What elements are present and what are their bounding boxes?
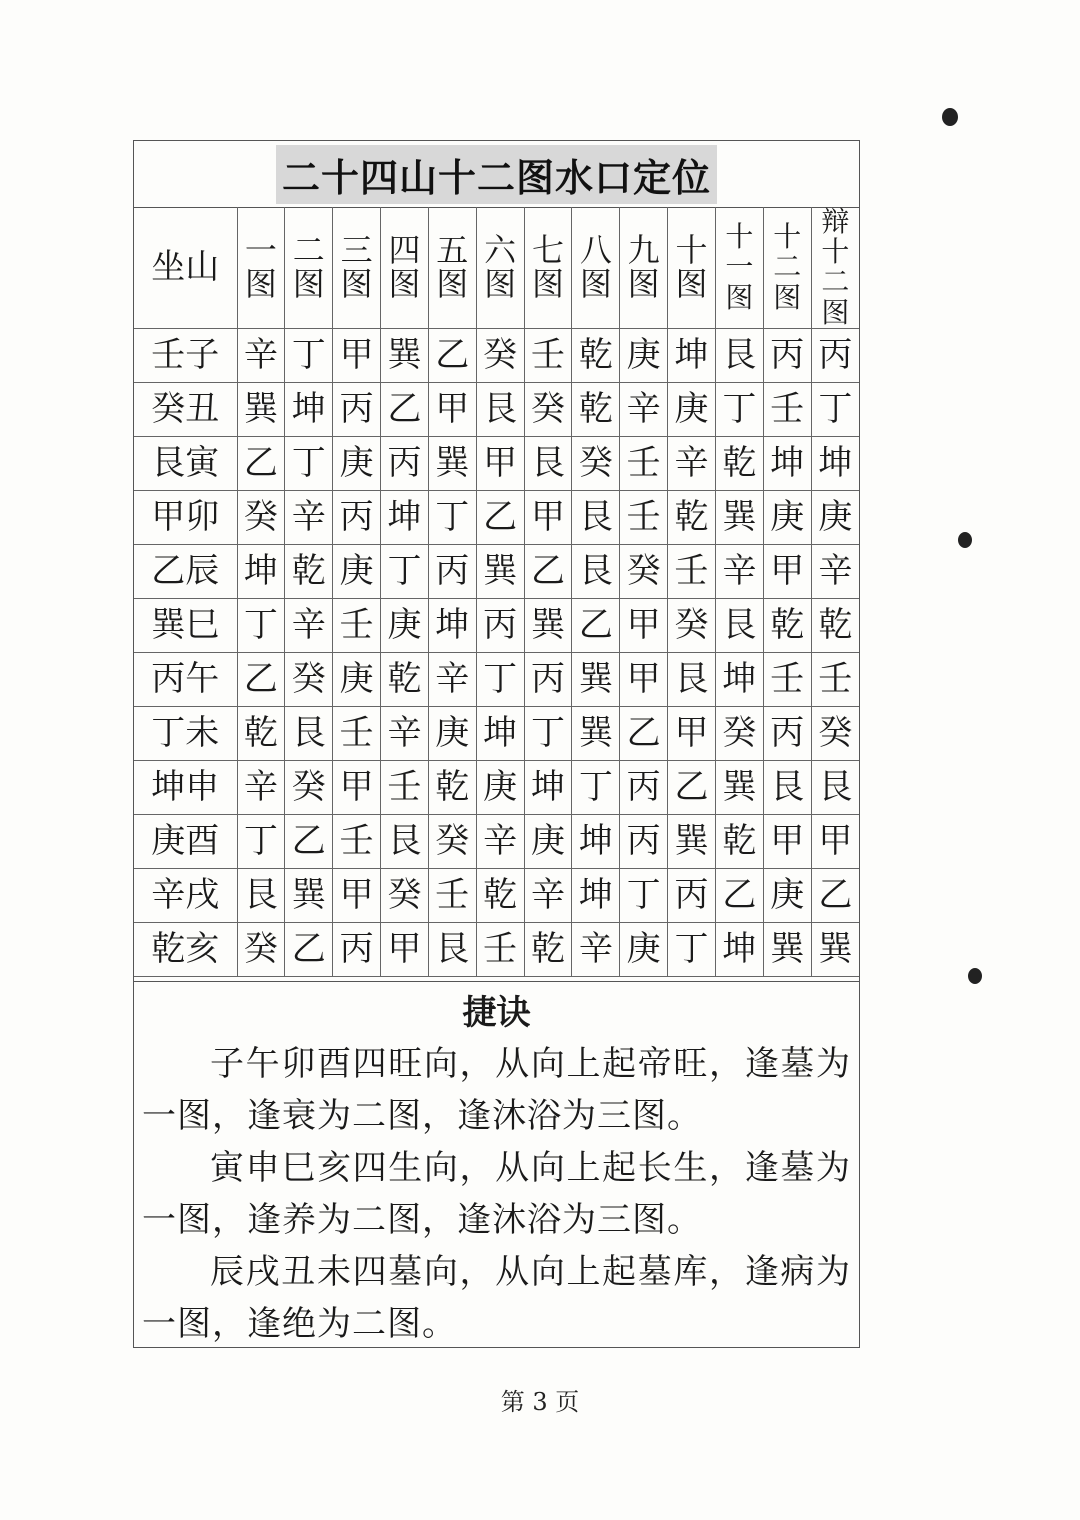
table-cell: 庚 [333,652,381,706]
table-cell: 乾 [476,868,524,922]
table-cell: 丙 [524,652,572,706]
table-cell: 艮 [572,544,620,598]
mnemonic-section [134,981,859,1347]
table-cell: 丁 [620,868,668,922]
table-cell: 庚 [428,706,476,760]
table-cell: 巽 [381,328,429,382]
table-cell: 巽 [285,868,333,922]
table-cell: 艮 [668,652,716,706]
table-cell: 壬 [763,652,811,706]
column-header-label: 四图 [388,230,421,304]
table-cell: 乾 [285,544,333,598]
table-cell: 乙 [811,868,859,922]
table-cell: 艮 [763,760,811,814]
table-cell: 甲 [333,328,381,382]
table-cell: 丙 [428,544,476,598]
table-cell: 坤 [524,760,572,814]
corner-label: 坐山 [134,207,237,328]
table-cell: 坤 [715,922,763,976]
column-header [763,207,811,328]
table-cell: 丁 [524,706,572,760]
table-cell: 丙 [763,328,811,382]
table-cell: 丙 [381,436,429,490]
table-cell: 乙 [237,436,285,490]
table-cell: 乙 [381,382,429,436]
table-cell: 甲 [476,436,524,490]
table-cell: 癸 [237,490,285,544]
table-cell: 艮 [811,760,859,814]
table-cell: 乙 [428,328,476,382]
table-cell: 巽 [428,436,476,490]
table-cell: 壬 [333,598,381,652]
table-cell: 丙 [620,760,668,814]
table-cell: 巽 [572,706,620,760]
table-cell: 艮 [428,922,476,976]
table-cell: 壬 [381,760,429,814]
column-header-label: 十二图 [773,220,802,314]
table-cell: 坤 [572,814,620,868]
mnemonic-paragraph: 辰戌丑未四墓向，从向上起墓库，逢病为一图，逢绝为二图。 [142,1252,851,1344]
table-row [134,436,859,490]
table-cell: 乙 [524,544,572,598]
table-cell: 辛 [668,436,716,490]
table-cell: 丁 [715,382,763,436]
table-cell: 坤 [285,382,333,436]
table-row [134,760,859,814]
table-cell: 乙 [668,760,716,814]
column-header [428,207,476,328]
mountain-label: 辛戌 [134,868,237,922]
table-cell: 癸 [285,760,333,814]
table-cell: 坤 [715,652,763,706]
table-cell: 乾 [524,922,572,976]
table-cell: 丁 [572,760,620,814]
table-cell: 癸 [620,544,668,598]
table-cell: 辛 [524,868,572,922]
table-cell: 壬 [763,382,811,436]
column-header-label: 五图 [436,230,469,304]
table-cell: 丙 [668,868,716,922]
column-header [811,207,859,328]
table-row [134,598,859,652]
mountain-label: 乙辰 [134,544,237,598]
column-header-label: 辩十二图 [821,205,850,329]
table-cell: 甲 [763,814,811,868]
table-cell: 壬 [428,868,476,922]
scan-speck [968,968,982,984]
table-cell: 庚 [333,436,381,490]
table-cell: 巽 [763,922,811,976]
table-cell: 辛 [811,544,859,598]
table-cell: 乾 [572,382,620,436]
table-cell: 壬 [668,544,716,598]
table-cell: 辛 [715,544,763,598]
table-cell: 巽 [811,922,859,976]
table-row [134,814,859,868]
scan-speck [942,108,958,126]
table-cell: 庚 [811,490,859,544]
table-cell: 乾 [381,652,429,706]
table-cell: 乙 [285,922,333,976]
table-cell: 丙 [763,706,811,760]
table-cell: 庚 [620,328,668,382]
mountain-label: 壬子 [134,328,237,382]
table-cell: 丙 [333,382,381,436]
mountain-label: 癸丑 [134,382,237,436]
table-cell: 坤 [572,868,620,922]
table-cell: 丁 [476,652,524,706]
table-cell: 乾 [715,436,763,490]
table-cell: 乾 [668,490,716,544]
table-cell: 艮 [285,706,333,760]
column-header [524,207,572,328]
table-cell: 巽 [237,382,285,436]
table-cell: 丁 [381,544,429,598]
mountain-label: 巽巳 [134,598,237,652]
mnemonic-paragraph: 子午卯酉四旺向，从向上起帝旺，逢墓为一图，逢衰为二图，逢沐浴为三图。 [142,1044,851,1136]
table-cell: 巽 [668,814,716,868]
table-cell: 庚 [381,598,429,652]
table-cell: 庚 [763,490,811,544]
column-header [620,207,668,328]
mountain-label: 乾亥 [134,922,237,976]
table-cell: 癸 [381,868,429,922]
table-cell: 壬 [620,436,668,490]
table-cell: 乙 [715,868,763,922]
table-cell: 辛 [285,598,333,652]
scan-speck [958,532,972,548]
column-header [333,207,381,328]
mountain-label: 艮寅 [134,436,237,490]
mnemonic-paragraph: 寅申巳亥四生向，从向上起长生，逢墓为一图，逢养为二图，逢沐浴为三图。 [142,1148,851,1240]
table-cell: 丁 [285,436,333,490]
table-cell: 艮 [524,436,572,490]
column-header [476,207,524,328]
table-cell: 丙 [333,490,381,544]
title-row [134,141,859,208]
table-row [134,868,859,922]
table-cell: 坤 [668,328,716,382]
table-cell: 辛 [476,814,524,868]
table-cell: 癸 [572,436,620,490]
column-header-label: 二图 [292,230,325,304]
water-outlet-table [134,207,859,977]
column-header [715,207,763,328]
mnemonic-title: 捷诀 [462,993,531,1033]
table-cell: 坤 [237,544,285,598]
table-cell: 壬 [476,922,524,976]
table-cell: 甲 [333,760,381,814]
table-cell: 庚 [668,382,716,436]
table-cell: 甲 [763,544,811,598]
table-cell: 乾 [811,598,859,652]
table-cell: 乾 [237,706,285,760]
column-header [237,207,285,328]
table-cell: 辛 [620,382,668,436]
table-cell: 庚 [524,814,572,868]
column-header [285,207,333,328]
table-cell: 乙 [285,814,333,868]
column-header [381,207,429,328]
table-cell: 庚 [476,760,524,814]
table-cell: 巽 [715,490,763,544]
table-cell: 艮 [715,598,763,652]
table-cell: 乙 [572,598,620,652]
table-row [134,544,859,598]
table-cell: 巽 [715,760,763,814]
table-cell: 丙 [620,814,668,868]
table-cell: 艮 [381,814,429,868]
table-cell: 乾 [572,328,620,382]
table-row [134,652,859,706]
table-cell: 艮 [237,868,285,922]
table-cell: 庚 [620,922,668,976]
column-header-label: 十一图 [725,220,754,314]
table-cell: 丙 [333,922,381,976]
table-cell: 癸 [715,706,763,760]
table-row [134,382,859,436]
table-cell: 丁 [237,814,285,868]
mountain-label: 坤申 [134,760,237,814]
table-cell: 庚 [333,544,381,598]
column-header-label: 十图 [675,230,708,304]
table-cell: 癸 [524,382,572,436]
table-cell: 乾 [428,760,476,814]
table-cell: 坤 [381,490,429,544]
table-cell: 巽 [572,652,620,706]
table-cell: 丁 [428,490,476,544]
table-cell: 丁 [285,328,333,382]
column-header-label: 三图 [340,230,373,304]
column-header-label: 六图 [484,230,517,304]
table-cell: 甲 [381,922,429,976]
column-header [572,207,620,328]
column-header-label: 七图 [531,230,564,304]
table-cell: 甲 [620,598,668,652]
table-cell: 坤 [811,436,859,490]
document-title: 二十四山十二图水口定位 [276,145,717,204]
table-cell: 壬 [333,814,381,868]
column-header-label: 一图 [244,230,277,304]
table-cell: 乙 [237,652,285,706]
mountain-label: 庚酉 [134,814,237,868]
table-cell: 巽 [476,544,524,598]
table-cell: 坤 [476,706,524,760]
table-cell: 癸 [476,328,524,382]
document-frame [133,140,860,1348]
table-cell: 甲 [620,652,668,706]
table-cell: 坤 [428,598,476,652]
column-header-label: 九图 [627,230,660,304]
table-cell: 壬 [333,706,381,760]
page-number: 第 3 页 [500,1388,580,1416]
table-row [134,490,859,544]
table-cell: 壬 [620,490,668,544]
table-row [134,706,859,760]
table-cell: 坤 [763,436,811,490]
table-cell: 丁 [237,598,285,652]
table-cell: 庚 [763,868,811,922]
table-cell: 辛 [237,760,285,814]
table-cell: 甲 [811,814,859,868]
table-cell: 巽 [524,598,572,652]
table-cell: 丙 [811,328,859,382]
table-cell: 壬 [811,652,859,706]
table-cell: 壬 [524,328,572,382]
table-cell: 乾 [763,598,811,652]
table-row [134,922,859,976]
table-cell: 辛 [572,922,620,976]
table-cell: 艮 [572,490,620,544]
column-header [668,207,716,328]
table-cell: 辛 [237,328,285,382]
table-cell: 癸 [237,922,285,976]
table-header-row [134,207,859,328]
table-cell: 癸 [811,706,859,760]
column-header-label: 八图 [579,230,612,304]
table-cell: 丙 [476,598,524,652]
mountain-label: 甲卯 [134,490,237,544]
table-cell: 辛 [381,706,429,760]
table-cell: 乙 [476,490,524,544]
table-cell: 癸 [668,598,716,652]
mountain-label: 丁未 [134,706,237,760]
table-cell: 癸 [428,814,476,868]
table-cell: 乾 [715,814,763,868]
table-cell: 丁 [811,382,859,436]
table-cell: 丁 [668,922,716,976]
table-cell: 甲 [333,868,381,922]
table-cell: 甲 [524,490,572,544]
table-cell: 辛 [285,490,333,544]
table-cell: 甲 [668,706,716,760]
table-cell: 甲 [428,382,476,436]
table-cell: 艮 [476,382,524,436]
table-cell: 艮 [715,328,763,382]
mountain-label: 丙午 [134,652,237,706]
table-cell: 乙 [620,706,668,760]
table-cell: 癸 [285,652,333,706]
table-cell: 辛 [428,652,476,706]
table-row [134,328,859,382]
